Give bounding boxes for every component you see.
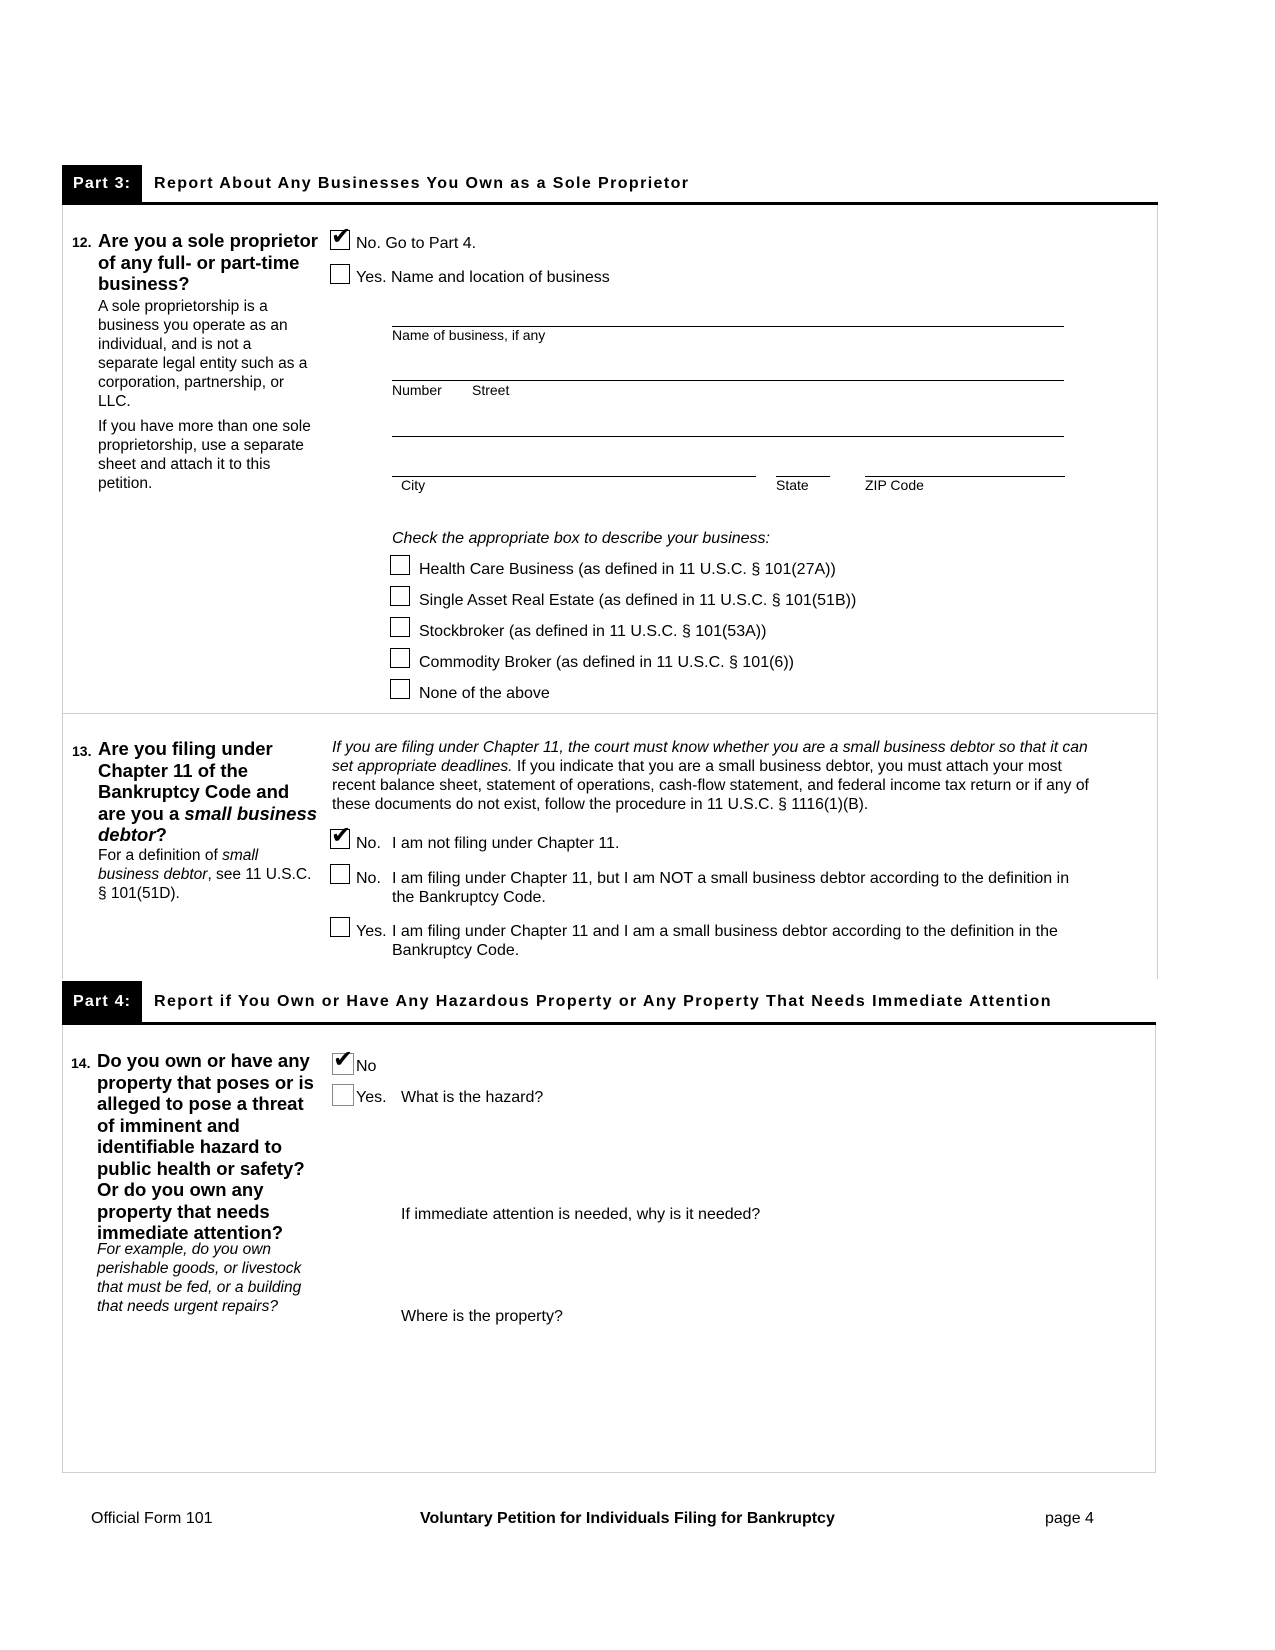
q13-option-text: I am filing under Chapter 11, but I am NOT a small business debtor according to the definition in the Bankruptcy Code.: [392, 870, 1070, 906]
part3-tag: Part 3:: [62, 165, 142, 203]
q12-no-checkbox[interactable]: [330, 223, 352, 250]
health-care-checkbox[interactable]: [390, 555, 410, 575]
street2-line[interactable]: [392, 436, 1064, 437]
commodity-broker-checkbox[interactable]: [390, 648, 410, 668]
checkmark-icon: ✔: [331, 822, 352, 849]
footer-page-number: page 4: [1045, 1510, 1094, 1527]
street-line[interactable]: [392, 380, 1064, 381]
q13-option-key: Yes.: [356, 923, 387, 940]
q14-no-label: No: [356, 1058, 377, 1075]
q13-help-text: For a definition of: [98, 847, 223, 864]
q14-yes-label: Yes.: [356, 1089, 387, 1106]
q13-title: [98, 738, 320, 846]
q13-option-key: No.: [356, 870, 381, 887]
business-type-label: Stockbroker (as defined in 11 U.S.C. § 101(53A)): [419, 623, 767, 640]
q12-help-multiple: If you have more than one sole proprietorship, use a separate sheet and attach it to this petition.: [98, 418, 311, 492]
business-type-label: None of the above: [419, 685, 550, 702]
q13-help-em: small business debtor: [98, 847, 259, 883]
q13-intro: [332, 738, 1102, 814]
part4-title: Report if You Own or Have Any Hazardous Property or Any Property That Needs Immediate Attention: [154, 993, 1052, 1010]
checkmark-icon: ✔: [333, 1046, 354, 1073]
q13-help-ref: , see 11 U.S.C. § 101(51D).: [98, 866, 312, 902]
part3-title: Report About Any Businesses You Own as a Sole Proprietor: [154, 175, 690, 192]
business-type-label: Health Care Business (as defined in 11 U.S.C. § 101(27A)): [419, 561, 836, 578]
q12-yes-label: Yes. Name and location of business: [356, 269, 610, 286]
q12-number: 12.: [72, 234, 92, 250]
hazard-question: What is the hazard?: [401, 1089, 544, 1106]
q13-no-not-small-checkbox[interactable]: [330, 864, 350, 884]
q12-help-sole-prop: A sole proprietorship is a business you operate as an individual, and is not a separate legal entity such as a corporation, partnership, or LLC.: [98, 298, 308, 410]
q14-help: For example, do you own perishable goods, or livestock that must be fed, or a building that needs urgent repairs?: [97, 1241, 302, 1315]
q13-number: 13.: [72, 743, 92, 759]
part4-tag: Part 4:: [62, 981, 142, 1023]
street-label: Street: [472, 382, 510, 398]
number-label: Number: [392, 382, 442, 398]
q13-option-text: I am not filing under Chapter 11.: [392, 835, 620, 852]
zip-label: ZIP Code: [865, 477, 924, 493]
q13-title-em: small business debtor: [98, 802, 318, 845]
city-line[interactable]: [392, 476, 756, 477]
q13-title-text: Are you filing under Chapter 11 of the Bankruptcy Code and are you a: [98, 738, 290, 824]
q13-option-text: I am filing under Chapter 11 and I am a small business debtor according to the definition in the Bankruptcy Code.: [392, 923, 1058, 959]
business-type-label: Single Asset Real Estate (as defined in 11 U.S.C. § 101(51B)): [419, 592, 857, 609]
business-name-label: Name of business, if any: [392, 327, 546, 343]
single-asset-checkbox[interactable]: [390, 586, 410, 606]
q13-option-key: No.: [356, 835, 381, 852]
q13-yes-small-checkbox[interactable]: [330, 917, 350, 937]
q12-yes-checkbox[interactable]: [330, 264, 350, 284]
q14-title: Do you own or have any property that poses or is alleged to pose a threat of imminent and identifiable hazard to public health or safety? Or do you own any property that needs immediate attention?: [97, 1050, 314, 1243]
q14-no-checkbox[interactable]: [332, 1046, 354, 1075]
footer-form-name: Official Form 101: [91, 1510, 213, 1527]
q12-help: [98, 297, 312, 499]
business-type-prompt: Check the appropriate box to describe your business:: [392, 530, 770, 547]
q14-yes-checkbox[interactable]: [332, 1084, 354, 1106]
attention-question: If immediate attention is needed, why is it needed?: [401, 1206, 761, 1223]
q12-no-label: No. Go to Part 4.: [356, 235, 477, 252]
q12-title: Are you a sole proprietor of any full- or part-time business?: [98, 230, 318, 294]
q14-number: 14.: [71, 1055, 91, 1071]
checkmark-icon: ✔: [331, 223, 352, 250]
business-type-label: Commodity Broker (as defined in 11 U.S.C. § 101(6)): [419, 654, 794, 671]
q13-title-end: ?: [155, 824, 167, 845]
state-label: State: [776, 477, 809, 493]
q13-intro-rest: If you indicate that you are a small business debtor, you must attach your most recent balance sheet, statement of operations, cash-flow statement, and federal income tax return or if any of these documents do not exist, follow the procedure in 11 U.S.C. § 1116(1)(B).: [332, 758, 1089, 813]
q13-help: [98, 846, 312, 903]
q13-intro-italic: If you are filing under Chapter 11, the court must know whether you are a small business debtor so that it can set appropriate deadlines.: [332, 739, 1088, 775]
q13-no-not-filing-checkbox[interactable]: [330, 822, 352, 849]
location-question: Where is the property?: [401, 1308, 563, 1325]
stockbroker-checkbox[interactable]: [390, 617, 410, 637]
footer-title: Voluntary Petition for Individuals Filing for Bankruptcy: [420, 1510, 835, 1527]
none-of-above-checkbox[interactable]: [390, 679, 410, 699]
city-label: City: [401, 477, 426, 493]
